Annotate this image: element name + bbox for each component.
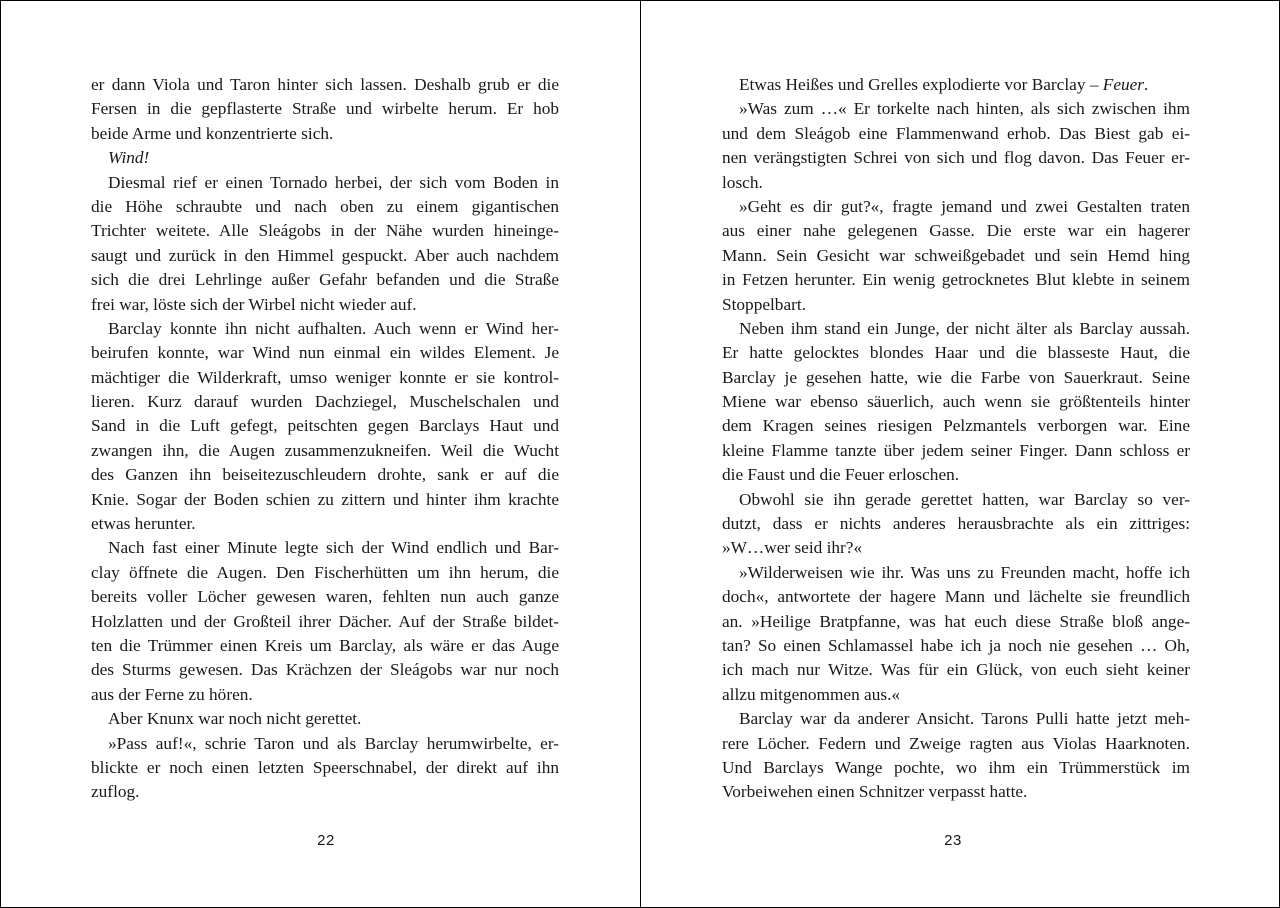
text-line: und dem Sleágob eine Flammenwand erhob. Das Biest gab ei-	[722, 123, 1190, 143]
page-number: 23	[944, 832, 962, 849]
right-page	[641, 0, 1280, 908]
text-line: mächtiger die Wilderkraft, umso weniger konnte er sie kontrol-	[91, 367, 559, 387]
text-line: »Was zum …« Er torkelte nach hinten, als sich zwischen ihm	[739, 99, 1190, 119]
text-line: die Faust und die Feuer erloschen.	[722, 465, 960, 485]
text-line: frei war, löste sich der Wirbel nicht wieder auf.	[91, 294, 417, 314]
text-line-italic: Wind!	[108, 148, 150, 168]
text-line: »Wilderweisen wie ihr. Was uns zu Freunden macht, hoffe ich	[739, 562, 1190, 582]
text-line: Barclay konnte ihn nicht aufhalten. Auch wenn er Wind her-	[108, 318, 559, 338]
text-line: Obwohl sie ihn gerade gerettet hatten, war Barclay so ver-	[739, 489, 1190, 509]
text-line: Neben ihm stand ein Junge, der nicht älter als Barclay aussah.	[739, 318, 1190, 338]
text-line: Aber Knunx war noch nicht gerettet.	[108, 709, 362, 729]
text-line: blickte er noch einen letzten Speerschnabel, der direkt auf ihn	[91, 757, 559, 777]
text-line: tan? So einen Schlamassel habe ich ja noch nie gesehen … Oh,	[722, 635, 1190, 655]
text-line: saugt und zurück in den Himmel gespuckt. Aber auch nachdem	[91, 245, 559, 265]
text-line: Und Barclays Wange pochte, wo ihm ein Trümmerstück im	[722, 757, 1190, 777]
text-line: »W…wer seid ihr?«	[722, 538, 863, 558]
text-line: Holzlatten und der Großteil ihrer Dächer. Auf der Straße bildet-	[91, 611, 559, 631]
text-line: des Sturms gewesen. Das Krächzen der Sleágobs war nur noch	[91, 660, 559, 680]
text-line: Fersen in die gepflasterte Straße und wirbelte herum. Er hob	[91, 99, 559, 119]
text-line: etwas herunter.	[91, 514, 196, 534]
text-line: dem Kragen seines riesigen Pelzmantels verborgen war. Eine	[722, 416, 1190, 436]
text-line: allzu mitgenommen aus.«	[722, 684, 901, 704]
page-number: 22	[317, 832, 335, 849]
text-line	[722, 73, 1190, 97]
text-line: Vorbeiwehen einen Schnitzer verpasst hatte.	[722, 782, 1028, 802]
text-line: »Pass auf!«, schrie Taron und als Barclay herumwirbelte, er-	[108, 733, 559, 753]
text-line: »Geht es dir gut?«, fragte jemand und zwei Gestalten traten	[739, 196, 1190, 216]
text-line: Er hatte gelocktes blondes Haar und die blasseste Haut, die	[722, 343, 1190, 363]
text-run-italic: Feuer	[1102, 75, 1145, 94]
left-page-text	[91, 73, 559, 805]
text-line: Trichter weitete. Alle Sleágobs in der Nähe wurden hineinge-	[91, 221, 559, 241]
text-line: nen verängstigten Schrei von sich und flog davon. Das Feuer er-	[722, 148, 1190, 168]
text-line: rere Löcher. Federn und Zweige ragten aus Violas Haarknoten.	[722, 733, 1190, 753]
text-line: ten die Trümmer einen Kreis um Barclay, als wäre er das Auge	[91, 635, 559, 655]
text-line: losch.	[722, 172, 763, 192]
text-line: Miene war ebenso säuerlich, auch wenn sie größtenteils hinter	[722, 392, 1190, 412]
text-line: Barclay war da anderer Ansicht. Tarons Pulli hatte jetzt meh-	[739, 709, 1190, 729]
text-line: an. »Heilige Bratpfanne, was hat euch diese Straße bloß ange-	[722, 611, 1190, 631]
text-line: aus der Ferne zu hören.	[91, 684, 253, 704]
text-line: clay öffnete die Augen. Den Fischerhütten um ihn herum, die	[91, 562, 559, 582]
text-line: Barclay je gesehen hatte, wie die Farbe von Sauerkraut. Seine	[722, 367, 1190, 387]
text-line: zuflog.	[91, 782, 140, 802]
text-line: Diesmal rief er einen Tornado herbei, der sich vom Boden in	[108, 172, 559, 192]
text-line: Stoppelbart.	[722, 294, 806, 314]
text-line: zwangen ihn, die Augen zusammenzukneifen. Weil die Wucht	[91, 440, 559, 460]
text-line: beide Arme und konzentrierte sich.	[91, 123, 334, 143]
text-line: beirufen konnte, war Wind nun einmal ein wildes Element. Je	[91, 343, 559, 363]
text-line: Sand in die Luft gefegt, peitschten gegen Barclays Haut und	[91, 416, 559, 436]
text-line: des Ganzen ihn beiseitezuschleudern drohte, sank er auf die	[91, 465, 559, 485]
text-line: lieren. Kurz darauf wurden Dachziegel, Muschelschalen und	[91, 392, 559, 412]
text-line: kleine Flamme tanzte über jedem seiner Finger. Dann schloss er	[722, 440, 1190, 460]
right-page-text	[722, 73, 1190, 805]
text-line: aus einer nahe gelegenen Gasse. Die erste war ein hagerer	[722, 221, 1190, 241]
text-line: ich mach nur Witze. Was für ein Glück, von euch sieht keiner	[722, 660, 1190, 680]
text-run: .	[1144, 75, 1149, 94]
text-line: doch«, antwortete der hagere Mann und lächelte sie freundlich	[722, 587, 1190, 607]
text-line: er dann Viola und Taron hinter sich lassen. Deshalb grub er die	[91, 75, 559, 94]
text-line: bereits voller Löcher gewesen waren, fehlten nun auch ganze	[91, 587, 559, 607]
text-line: Mann. Sein Gesicht war schweißgebadet und sein Hemd hing	[722, 245, 1190, 265]
text-line: die Höhe schraubte und nach oben zu einem gigantischen	[91, 196, 559, 216]
text-line: Nach fast einer Minute legte sich der Wind endlich und Bar-	[108, 538, 559, 558]
text-line: in Fetzen herunter. Ein wenig getrocknetes Blut klebte in seinem	[722, 270, 1190, 290]
text-line: sich die drei Lehrlinge außer Gefahr befanden und die Straße	[91, 270, 559, 290]
text-line: Knie. Sogar der Boden schien zu zittern und hinter ihm krachte	[91, 489, 559, 509]
text-run: Etwas Heißes und Grelles explodierte vor Barclay –	[739, 75, 1103, 94]
text-line: dutzt, dass er nichts anderes herausbrachte als ein zittriges:	[722, 514, 1190, 534]
